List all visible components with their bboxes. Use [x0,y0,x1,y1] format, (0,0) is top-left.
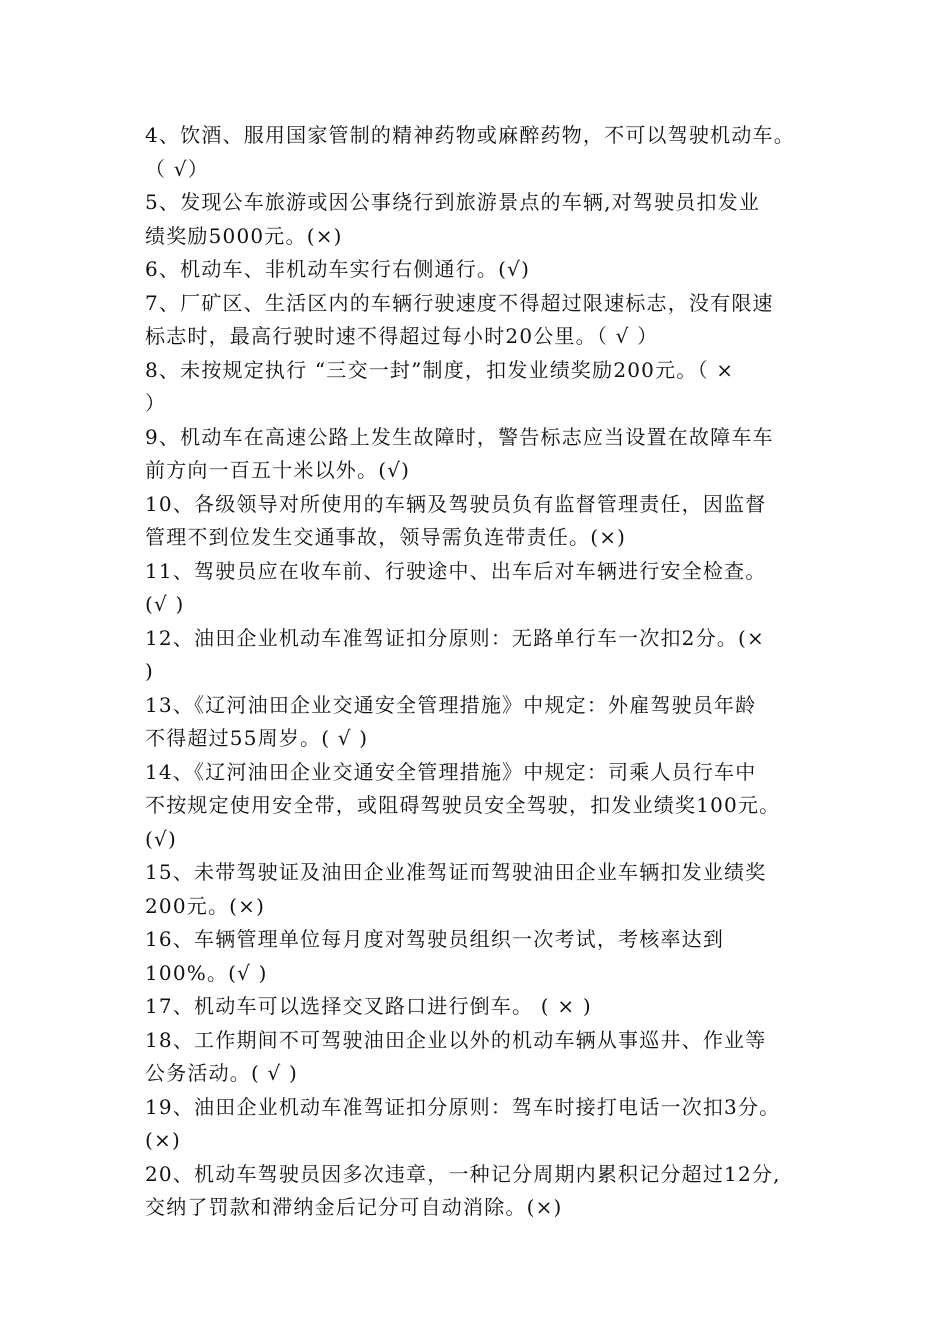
text-line: 绩奖励5000元。(×) [145,223,343,248]
text-line: ) [145,659,155,683]
text-line: 不按规定使用安全带，或阻碍驾驶员安全驾驶，扣发业绩奖100元。 [145,793,781,817]
text-line: 100%。(√ ) [145,960,268,985]
text-line: 标志时，最高行驶时速不得超过每小时20公里。（ √ ） [145,324,659,348]
text-line: 16、车辆管理单位每月度对驾驶员组织一次考试，考核率达到 [145,927,725,951]
text-line: ） [145,391,167,415]
text-line: 5、发现公车旅游或因公事绕行到旅游景点的车辆,对驾驶员扣发业 [145,190,761,214]
text-line: (√ ) [145,592,185,616]
text-line: (√) [145,826,177,851]
text-line: 18、工作期间不可驾驶油田企业以外的机动车辆从事巡井、作业等 [145,1027,767,1052]
text-line: 不得超过55周岁。( √ ) [145,726,369,750]
text-line: 7、厂矿区、生活区内的车辆行驶速度不得超过限速标志，没有限速 [145,290,774,315]
text-line: 管理不到位发生交通事故，领导需负连带责任。(×) [145,525,627,549]
document-body [145,119,825,1225]
text-line: 14、《辽河油田企业交通安全管理措施》中规定：司乘人员行车中 [145,759,757,784]
text-line: 9、机动车在高速公路上发生故障时，警告标志应当设置在故障车车 [145,424,774,449]
text-line: 6、机动车、非机动车实行右侧通行。(√) [145,257,531,281]
text-line: 13、《辽河油田企业交通安全管理措施》中规定：外雇驾驶员年龄 [145,692,757,717]
text-line: （ √） [145,156,209,181]
text-line: 11、驾驶员应在收车前、行驶途中、出车后对车辆进行安全检查。 [145,558,767,583]
text-line: 19、油田企业机动车准驾证扣分原则：驾车时接打电话一次扣3分。 [145,1094,781,1119]
text-line: 200元。(×) [145,893,266,918]
text-line: 15、未带驾驶证及油田企业准驾证而驾驶油田企业车辆扣发业绩奖 [145,860,767,884]
text-line: 20、机动车驾驶员因多次违章，一种记分周期内累积记分超过12分, [145,1161,781,1186]
text-line: 8、未按规定执行 “三交一封”制度，扣发业绩奖励200元。（ × [145,357,735,382]
text-line: 交纳了罚款和滞纳金后记分可自动消除。(×) [145,1195,563,1219]
text-line: 12、油田企业机动车准驾证扣分原则：无路单行车一次扣2分。(× [145,625,765,650]
text-line: 前方向一百五十米以外。(√) [145,458,411,482]
text-line: 10、各级领导对所使用的车辆及驾驶员负有监督管理责任，因监督 [145,491,767,516]
text-line: 4、饮酒、服用国家管制的精神药物或麻醉药物，不可以驾驶机动车。 [145,123,795,147]
text-line: 17、机动车可以选择交叉路口进行倒车。 ( × ) [145,994,592,1018]
text-line: 公务活动。( √ ) [145,1061,299,1085]
text-line: (×) [145,1128,181,1152]
